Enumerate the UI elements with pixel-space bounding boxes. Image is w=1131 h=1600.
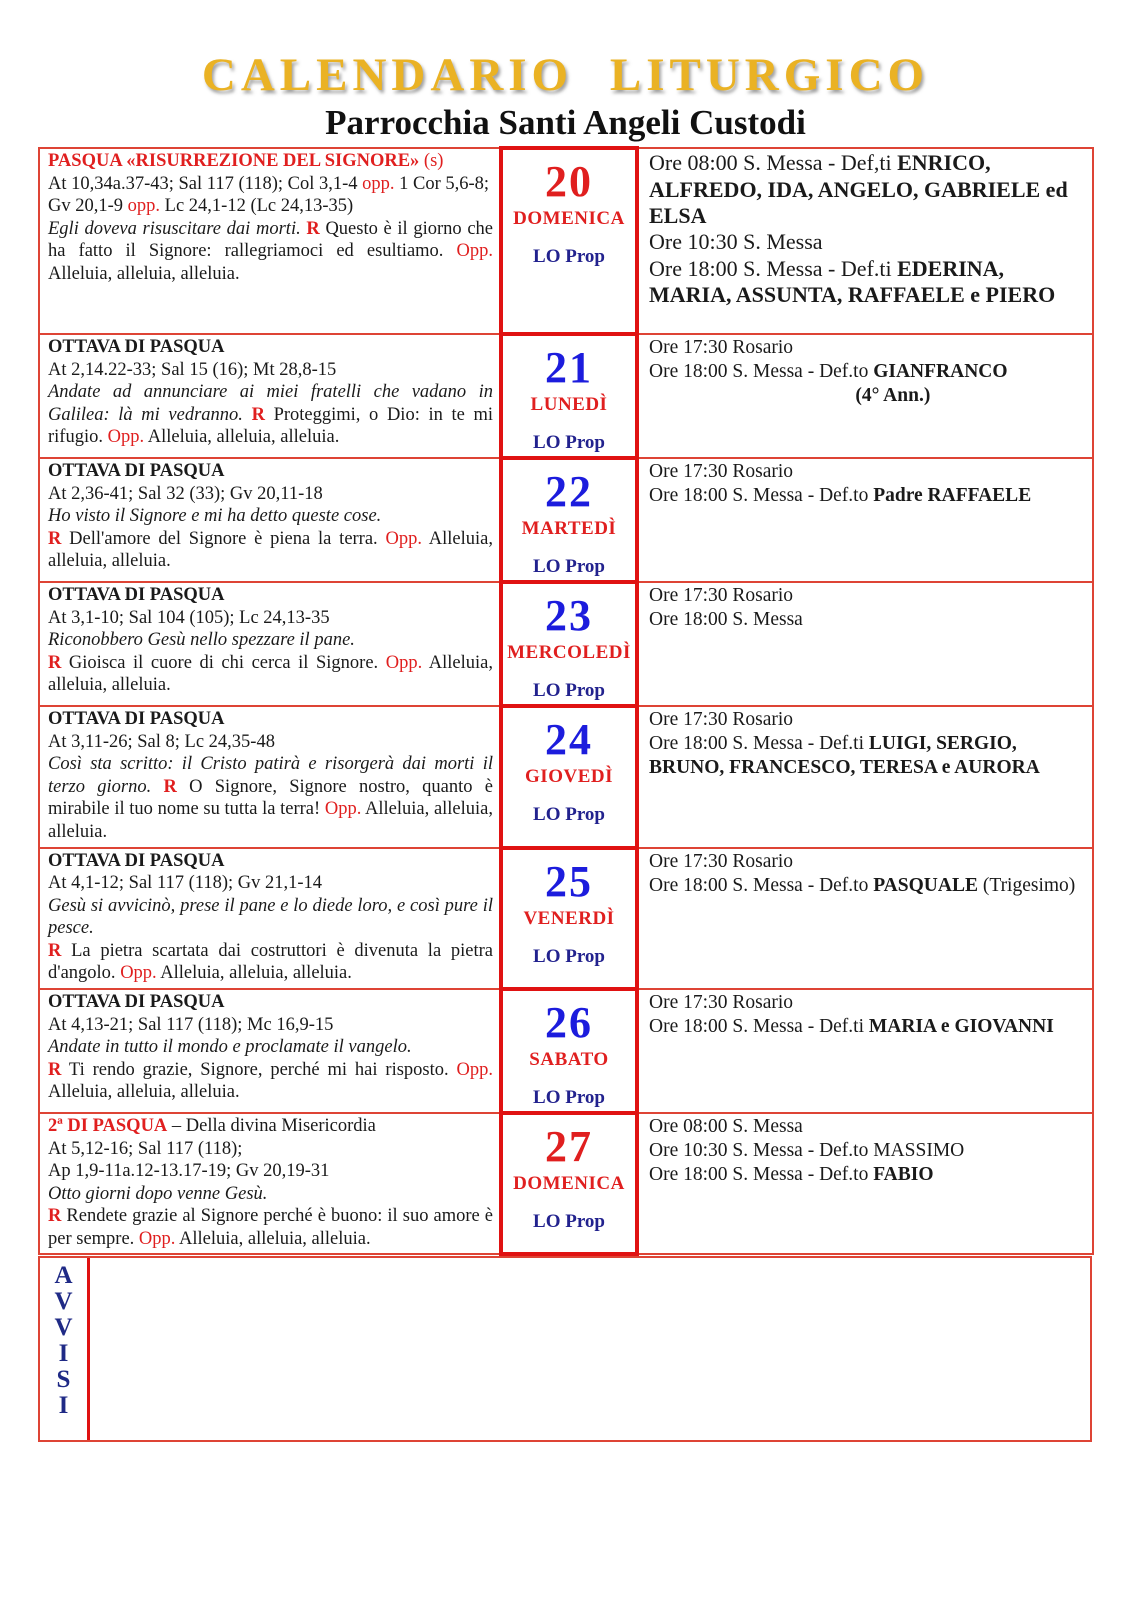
text-segment: Ore 17:30 Rosario [649, 991, 794, 1013]
schedule-line [649, 360, 1088, 384]
day-number: 21 [545, 343, 593, 393]
text-segment: R [48, 1059, 62, 1080]
avvisi-label [40, 1258, 90, 1440]
text-segment: At 10,34a.37-43; Sal 117 (118); Col 3,1-4 [48, 173, 363, 194]
calendar-row-22 [39, 458, 1093, 582]
liturgy-block [48, 460, 493, 483]
schedule-line [649, 384, 1088, 408]
text-segment: Ore 18:00 S. Messa - Def.ti [649, 1015, 869, 1037]
calendar-row-24 [39, 706, 1093, 847]
avvisi-letter: V [54, 1314, 73, 1342]
schedule-line [649, 874, 1088, 898]
text-segment: At 5,12-16; Sal 117 (118); [48, 1138, 243, 1159]
day-cell [501, 582, 637, 706]
text-segment: At 3,11-26; Sal 8; Lc 24,35-48 [48, 731, 275, 752]
avvisi-box [38, 1256, 1092, 1442]
weekday-label: MARTEDÌ [521, 518, 617, 540]
day-number: 25 [545, 856, 593, 906]
text-segment: GIANFRANCO [873, 361, 1008, 383]
avvisi-letter: A [54, 1262, 73, 1290]
text-segment: Ap 1,9-11a.12-13.17-19; Gv 20,19-31 [48, 1161, 330, 1182]
text-segment: OTTAVA DI PASQUA [48, 585, 225, 606]
day-cell [501, 848, 637, 989]
text-segment: Lc 24,1-12 (Lc 24,13-35) [160, 196, 354, 217]
text-segment: Opp. [138, 1228, 176, 1249]
text-segment: Ho visto il Signore e mi ha detto queste cose. [48, 506, 382, 527]
schedule-line [649, 1163, 1088, 1187]
weekday-label: DOMENICA [513, 1172, 625, 1194]
text-segment: Ore 18:00 S. Messa - Def.ti [649, 255, 898, 281]
liturgy-cell [39, 458, 501, 582]
text-segment: MARIA e GIOVANNI [868, 1015, 1054, 1037]
text-segment: At 2,36-41; Sal 32 (33); Gv 20,11-18 [48, 483, 323, 504]
schedule-cell [637, 848, 1093, 989]
schedule-line [649, 1115, 1088, 1139]
text-segment: opp. [362, 173, 395, 194]
lo-prop-label: LO Prop [533, 246, 605, 268]
schedule-line [649, 460, 1088, 484]
liturgy-block [48, 1115, 493, 1138]
lo-prop-label: LO Prop [533, 1086, 605, 1108]
schedule-cell [637, 334, 1093, 458]
text-segment: opp. [127, 196, 161, 217]
liturgy-block [48, 483, 493, 506]
text-segment: ENRICO, ALFREDO, IDA, ANGELO, GABRIELE ed ELSA [649, 150, 1074, 228]
text-segment: Ore 18:00 S. Messa [649, 609, 803, 631]
text-segment: Ore 17:30 Rosario [649, 337, 794, 359]
liturgy-cell [39, 148, 501, 334]
liturgy-block [48, 1036, 493, 1059]
text-segment: OTTAVA DI PASQUA [48, 850, 225, 871]
text-segment: R [48, 528, 62, 549]
liturgical-calendar-table [38, 146, 1094, 1256]
text-segment: R [48, 1206, 62, 1227]
avvisi-letter: S [56, 1366, 71, 1394]
text-segment: Opp. [385, 528, 422, 549]
day-cell [501, 334, 637, 458]
text-segment: Ore 17:30 Rosario [649, 850, 794, 872]
schedule-line [649, 336, 1088, 360]
text-segment: R [163, 776, 177, 797]
avvisi-letter: I [58, 1392, 69, 1420]
text-segment: R [251, 404, 265, 425]
schedule-cell [637, 458, 1093, 582]
text-segment: Ore 18:00 S. Messa - Def.ti [649, 733, 869, 755]
calendar-row-20 [39, 148, 1093, 334]
day-number: 20 [545, 157, 593, 207]
text-segment: Andate in tutto il mondo e proclamate il vangelo. [48, 1037, 412, 1058]
day-cell [501, 148, 637, 334]
text-segment: Ore 17:30 Rosario [649, 585, 794, 607]
calendar-row-27 [39, 1113, 1093, 1254]
schedule-cell [637, 582, 1093, 706]
lo-prop-label: LO Prop [533, 1210, 605, 1232]
liturgy-block [48, 607, 493, 630]
day-number: 22 [545, 467, 593, 517]
text-segment: Opp. [456, 241, 493, 262]
liturgy-block [48, 150, 493, 173]
schedule-cell [637, 706, 1093, 847]
page-subtitle: Parrocchia Santi Angeli Custodi [325, 102, 806, 142]
text-segment: Ore 10:30 S. Messa [649, 229, 823, 255]
avvisi-letter: V [54, 1288, 73, 1316]
schedule-cell [637, 148, 1093, 334]
text-segment: – Della divina Misericordia [167, 1115, 376, 1136]
text-segment: R [48, 652, 62, 673]
day-cell [501, 1113, 637, 1254]
schedule-line [649, 1015, 1088, 1039]
schedule-line [649, 229, 1088, 255]
calendar-row-25 [39, 848, 1093, 989]
day-number: 26 [545, 997, 593, 1047]
text-segment: Gv 20,1-9 [48, 196, 128, 217]
text-segment: Ti rendo grazie, Signore, perché mi hai risposto. [61, 1059, 457, 1080]
calendar-body [39, 148, 1093, 1254]
text-segment: Ore 18:00 S. Messa - Def.to [649, 1163, 874, 1185]
text-segment: Così sta scritto: il Cristo patirà e risorgerà dai morti il terzo giorno. [48, 754, 498, 797]
liturgy-block [48, 629, 493, 652]
text-segment: Ore 18:00 S. Messa - Def.to [649, 874, 874, 896]
schedule-cell [637, 989, 1093, 1113]
text-segment: At 2,14.22-33; Sal 15 (16); Mt 28,8-15 [48, 359, 337, 380]
liturgy-block [48, 336, 493, 359]
page-header [0, 0, 1131, 142]
text-segment: Opp. [120, 963, 157, 984]
day-number: 23 [545, 591, 593, 641]
liturgy-block [48, 708, 493, 731]
text-segment: Egli doveva risuscitare dai morti. [48, 218, 307, 239]
schedule-line [649, 708, 1088, 732]
text-segment: Opp. [385, 652, 423, 673]
liturgy-cell [39, 989, 501, 1113]
text-segment: Alleluia, alleluia, alleluia. [144, 427, 340, 448]
text-segment: 1 Cor 5,6-8; [394, 173, 490, 194]
day-cell [501, 458, 637, 582]
liturgy-cell [39, 706, 501, 847]
liturgy-block [48, 872, 493, 895]
text-segment: Proteggimi, o Dio: in te mi rifugio. [48, 404, 498, 448]
weekday-label: SABATO [529, 1048, 609, 1070]
liturgy-block [48, 218, 498, 286]
avvisi-letter: I [58, 1340, 69, 1368]
text-segment: R [48, 940, 62, 961]
text-segment: EDERINA, MARIA, ASSUNTA, RAFFAELE e PIERO [649, 255, 1056, 308]
liturgy-block [48, 753, 498, 843]
weekday-label: GIOVEDÌ [525, 766, 613, 788]
schedule-line [649, 1139, 1088, 1163]
schedule-line [649, 584, 1088, 608]
text-segment: OTTAVA DI PASQUA [48, 991, 225, 1012]
liturgy-block [48, 991, 493, 1014]
liturgy-block [48, 895, 498, 940]
day-number: 24 [545, 715, 593, 765]
page-title: CALENDARIO LITURGICO [201, 49, 930, 101]
text-segment: Otto giorni dopo venne Gesù. [48, 1183, 268, 1204]
text-segment: O Signore, Signore nostro, quanto è mirabile il tuo nome su tutta la terra! [48, 776, 498, 820]
text-segment: Alleluia, alleluia, alleluia. [48, 652, 498, 696]
calendar-row-21 [39, 334, 1093, 458]
liturgy-block [48, 1205, 498, 1250]
liturgy-block [48, 850, 493, 873]
liturgy-block [48, 1183, 493, 1206]
text-segment: Alleluia, alleluia, alleluia. [48, 799, 498, 842]
text-segment: Rendete grazie al Signore perché è buono: il suo amore è per sempre. [48, 1206, 498, 1249]
text-segment: La pietra scartata dai costruttori è divenuta la pietra d'angolo. [48, 940, 498, 984]
text-segment: Alleluia, alleluia, alleluia. [156, 963, 352, 984]
text-segment: Ore 08:00 S. Messa [649, 1115, 803, 1137]
text-segment: R [306, 218, 320, 239]
text-segment: Ore 18:00 S. Messa - Def.to [649, 361, 874, 383]
weekday-label: VENERDÌ [523, 907, 615, 929]
day-cell [501, 706, 637, 847]
text-segment: (4° Ann.) [855, 385, 931, 407]
text-segment: 2ª DI PASQUA [48, 1115, 168, 1136]
text-segment: Ore 17:30 Rosario [649, 461, 794, 483]
liturgy-block [48, 1014, 493, 1037]
liturgy-cell [39, 1113, 501, 1254]
liturgy-cell [39, 334, 501, 458]
weekday-label: MERCOLEDÌ [507, 642, 631, 664]
text-segment: Opp. [324, 799, 362, 820]
calendar-row-26 [39, 989, 1093, 1113]
day-number: 27 [545, 1121, 593, 1171]
day-cell [501, 989, 637, 1113]
liturgy-block [48, 584, 493, 607]
text-segment: FABIO [873, 1163, 934, 1185]
schedule-line [649, 850, 1088, 874]
text-segment: Padre RAFFAELE [873, 485, 1032, 507]
text-segment: Ore 08:00 S. Messa - Def,ti [649, 150, 898, 176]
text-segment: Alleluia, alleluia, alleluia. [48, 528, 498, 572]
text-segment: Gioisca il cuore di chi cerca il Signore. [61, 652, 386, 673]
text-segment: Dell'amore del Signore è piena la terra. [61, 528, 386, 549]
text-segment: Alleluia, alleluia, alleluia. [175, 1228, 371, 1249]
lo-prop-label: LO Prop [533, 804, 605, 826]
text-segment: Gesù si avvicinò, prese il pane e lo diede loro, e così pure il pesce. [48, 895, 498, 939]
text-segment: Opp. [456, 1059, 493, 1080]
text-segment: Andate ad annunciare ai miei fratelli che vadano in Galilea: là mi vedranno. [48, 382, 498, 425]
schedule-line [649, 732, 1088, 780]
schedule-line [649, 484, 1088, 508]
text-segment: Riconobbero Gesù nello spezzare il pane. [48, 630, 355, 651]
text-segment: PASQUALE [873, 874, 978, 896]
text-segment: Alleluia, alleluia, alleluia. [48, 1059, 498, 1103]
lo-prop-label: LO Prop [533, 945, 605, 967]
schedule-cell [637, 1113, 1093, 1254]
liturgy-block [48, 195, 493, 218]
schedule-line [649, 608, 1088, 632]
text-segment: At 4,13-21; Sal 117 (118); Mc 16,9-15 [48, 1014, 334, 1035]
text-segment: LUIGI, SERGIO, BRUNO, FRANCESCO, TERESA e AURORA [649, 733, 1040, 779]
calendar-row-23 [39, 582, 1093, 706]
schedule-line [649, 150, 1088, 229]
liturgy-block [48, 652, 498, 697]
liturgy-block [48, 731, 493, 754]
text-segment: Alleluia, alleluia, alleluia. [48, 241, 498, 284]
text-segment: Ore 17:30 Rosario [649, 709, 794, 731]
liturgy-cell [39, 848, 501, 989]
text-segment: At 4,1-12; Sal 117 (118); Gv 21,1-14 [48, 873, 323, 894]
liturgy-block [48, 1160, 493, 1183]
lo-prop-label: LO Prop [533, 556, 605, 578]
weekday-label: LUNEDÌ [530, 394, 608, 416]
liturgy-block [48, 1138, 493, 1161]
text-segment: OTTAVA DI PASQUA [48, 337, 225, 358]
schedule-line [649, 256, 1088, 309]
liturgy-block [48, 528, 498, 573]
lo-prop-label: LO Prop [533, 680, 605, 702]
text-segment: OTTAVA DI PASQUA [48, 709, 225, 730]
text-segment: Ore 10:30 S. Messa - Def.to MASSIMO [649, 1139, 965, 1161]
liturgy-block [48, 940, 498, 985]
text-segment: OTTAVA DI PASQUA [48, 461, 225, 482]
liturgy-cell [39, 582, 501, 706]
liturgy-block [48, 1059, 498, 1104]
text-segment: At 3,1-10; Sal 104 (105); Lc 24,13-35 [48, 607, 330, 628]
lo-prop-label: LO Prop [533, 432, 605, 454]
text-segment: Ore 18:00 S. Messa - Def.to [649, 485, 874, 507]
text-segment: (s) [419, 151, 444, 172]
text-segment: Opp. [107, 427, 145, 448]
text-segment: Questo è il giorno che ha fatto il Signore: rallegriamoci ed esultiamo. [48, 218, 498, 262]
liturgy-block [48, 381, 498, 449]
schedule-line [649, 991, 1088, 1015]
liturgy-block [48, 505, 493, 528]
text-segment: (Trigesimo) [977, 874, 1076, 896]
text-segment: PASQUA «RISURREZIONE DEL SIGNORE» [48, 151, 420, 172]
weekday-label: DOMENICA [513, 208, 625, 230]
liturgy-block [48, 173, 493, 196]
avvisi-empty-area [90, 1258, 1090, 1440]
liturgy-block [48, 359, 493, 382]
